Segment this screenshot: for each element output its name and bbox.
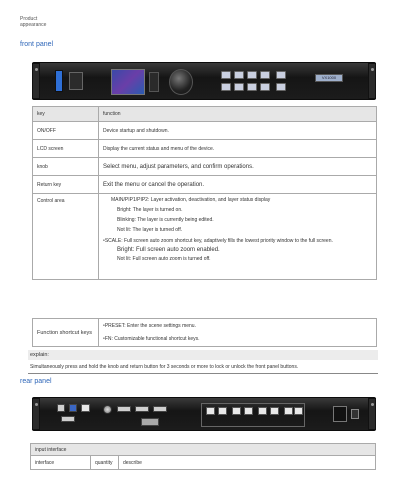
ethernet-output-block xyxy=(201,403,305,427)
input-interface-title: input interface xyxy=(31,444,376,456)
knob xyxy=(169,69,193,95)
front-panel-title: front panel xyxy=(20,41,54,48)
power-switch xyxy=(351,409,359,419)
col-key-header: key xyxy=(33,107,99,122)
shortcut-keys-table xyxy=(32,318,377,347)
ethernet-port xyxy=(81,404,90,412)
col-describe-header: describe xyxy=(119,456,376,470)
product-appearance-label: Product appearance xyxy=(20,16,47,28)
explain-text: Simultaneously press and hold the knob and return button for 3 seconds or more to lock or unlock the front panel buttons. xyxy=(30,364,299,370)
col-function-header: function xyxy=(99,107,377,122)
power-socket xyxy=(333,406,347,422)
col-interface-header: interface xyxy=(31,456,91,470)
table-row: LCD screen Display the current status and menu of the device. xyxy=(33,140,377,158)
usb-port-rear xyxy=(57,404,65,412)
rack-ear-right xyxy=(368,63,376,99)
usb-port-front xyxy=(69,72,83,90)
table-row: Function shortcut keys ● PRESET: Enter the scene settings menu. ● FN: Customizable functional shortcut keys. xyxy=(33,319,377,347)
divider xyxy=(28,373,378,374)
power-button xyxy=(55,70,63,92)
dvi-port xyxy=(141,418,159,426)
table-row: ON/OFF Device startup and shutdown. xyxy=(33,122,377,140)
front-panel-image xyxy=(32,62,376,100)
lcd-screen xyxy=(111,69,145,95)
brand-tag: VX1000 xyxy=(315,74,343,82)
lcd-side-buttons xyxy=(149,72,159,92)
table-row-control-area: Control area MAIN/PIP1/PIP2: Layer activation, deactivation, and layer status display Bright: The layer is turned on. Blinking: The layer is currently being edited. Not lit: The layer is turned off. ● SCALE: Full screen auto zoom shortcut key, adaptively fills the lowest priority window to the full screen. Bright: Full screen auto zoom enabled. Not lit: Full screen auto zoom is turned off. xyxy=(33,194,377,280)
key-function-table xyxy=(32,106,377,280)
rack-ear-left xyxy=(32,63,40,99)
control-keys xyxy=(221,69,303,95)
explain-label: explain: xyxy=(28,350,378,360)
input-interface-table xyxy=(30,443,376,470)
video-port xyxy=(153,406,167,412)
table-row: knob Select menu, adjust parameters, and confirm operations. xyxy=(33,158,377,176)
rear-panel-title: rear panel xyxy=(20,378,52,385)
video-port xyxy=(135,406,149,412)
rear-panel-image xyxy=(32,397,376,431)
video-port xyxy=(117,406,131,412)
col-quantity-header: quantity xyxy=(91,456,119,470)
bnc-connector xyxy=(103,405,112,414)
rack-ear-left xyxy=(32,398,40,430)
usb-port-blue xyxy=(69,404,77,412)
rack-ear-right xyxy=(368,398,376,430)
table-row: Return key Exit the menu or cancel the operation. xyxy=(33,176,377,194)
hdmi-port xyxy=(61,416,75,422)
